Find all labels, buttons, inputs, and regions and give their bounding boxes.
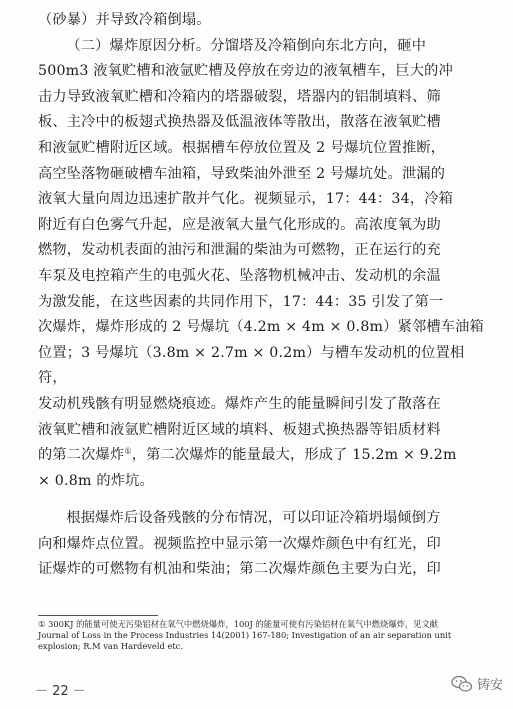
page-number: － 22 － — [35, 684, 86, 699]
line-17-tail: ，第二次爆炸的能量最大，形成了 15.2m × 9.2m — [131, 447, 457, 464]
line-19: 根据爆炸后设备残骸的分布情况，可以印证冷箱坍塌倾倒方 — [66, 510, 441, 527]
footnote-line-2: Journal of Loss in the Process Industries 14(2001) 167-180; Investigation of an air separation unit — [38, 630, 452, 641]
line-3: 500m3 液氧贮槽和液氩贮槽及停放在旁边的液氧槽车，巨大的冲 — [38, 63, 453, 80]
line-5: 板、主冷中的板翅式换热器及低温液体等散出，散落在液氧贮槽 — [38, 114, 441, 131]
line-17-text: 的第二次爆炸 — [38, 447, 125, 464]
watermark — [451, 674, 503, 693]
line-13: 次爆炸，爆炸形成的 2 号爆坑（4.2m × 4m × 0.8m）紧邻槽车油箱 — [38, 319, 484, 336]
line-10: 燃物，发动机表面的油污和泄漏的柴油为可燃物，正在运行的充 — [38, 242, 441, 259]
line-21: 证爆炸的可燃物有机油和柴油；第二次爆炸颜色主要为白光，印 — [38, 561, 441, 578]
line-17 — [38, 443, 488, 469]
body-text — [38, 8, 488, 583]
line-8: 液氧大量向周边迅速扩散并气化。视频显示，17：44：34，冷箱 — [38, 191, 454, 208]
footnote-separator — [38, 615, 158, 616]
line-15: 发动机残骸有明显燃烧痕迹。爆炸产生的能量瞬间引发了散落在 — [38, 395, 441, 412]
footnote-reference[interactable]: ① — [124, 446, 132, 456]
line-7: 高空坠落物砸破槽车油箱，导致柴油外泄至 2 号爆坑处。泄漏的 — [38, 165, 446, 182]
line-12: 为激发能，在这些因素的共同作用下，17：44：35 引发了第一 — [38, 293, 444, 310]
line-6: 和液氩贮槽附近区域。根据槽车停放位置及 2 号爆坑位置推断， — [38, 139, 446, 156]
line-18: × 0.8m 的炸坑。 — [38, 472, 154, 489]
line-1: （砂暴）并导致冷箱倒塌。 — [38, 12, 211, 28]
line-20: 向和爆炸点位置。视频监控中显示第一次爆炸颜色中有红光，印 — [38, 535, 441, 552]
paragraph-gap — [38, 494, 488, 506]
line-2: （二）爆炸原因分析。分馏塔及冷箱倒向东北方向，砸中 — [66, 37, 427, 54]
line-9: 附近有白色雾气升起，应是液氧大量气化形成的。高浓度氧为助 — [38, 216, 441, 233]
footnote-line-3: explosion; R.M van Hardeveld etc. — [38, 641, 183, 652]
line-11: 车泵及电控箱产生的电弧火花、坠落物机械冲击、发动机的余温 — [38, 267, 441, 284]
line-16: 液氧贮槽和液氩贮槽附近区域的填料、板翅式换热器等铝质材料 — [38, 421, 441, 438]
footnote-line-1: ① 300KJ 的能量可使无污染铝材在氧气中燃烧爆炸，100J 的能量可使有污染铝材在氧气中燃烧爆炸，见文献 — [38, 619, 439, 629]
footnote — [38, 619, 488, 653]
line-14: 位置；3 号爆坑（3.8m × 2.7m × 0.2m）与槽车发动机的位置相符， — [38, 344, 465, 387]
watermark-text: 铸安 — [476, 678, 503, 693]
line-4: 击力导致液氧贮槽和冷箱内的塔器破裂，塔器内的铝制填料、筛 — [38, 88, 441, 105]
wechat-icon — [451, 675, 473, 693]
